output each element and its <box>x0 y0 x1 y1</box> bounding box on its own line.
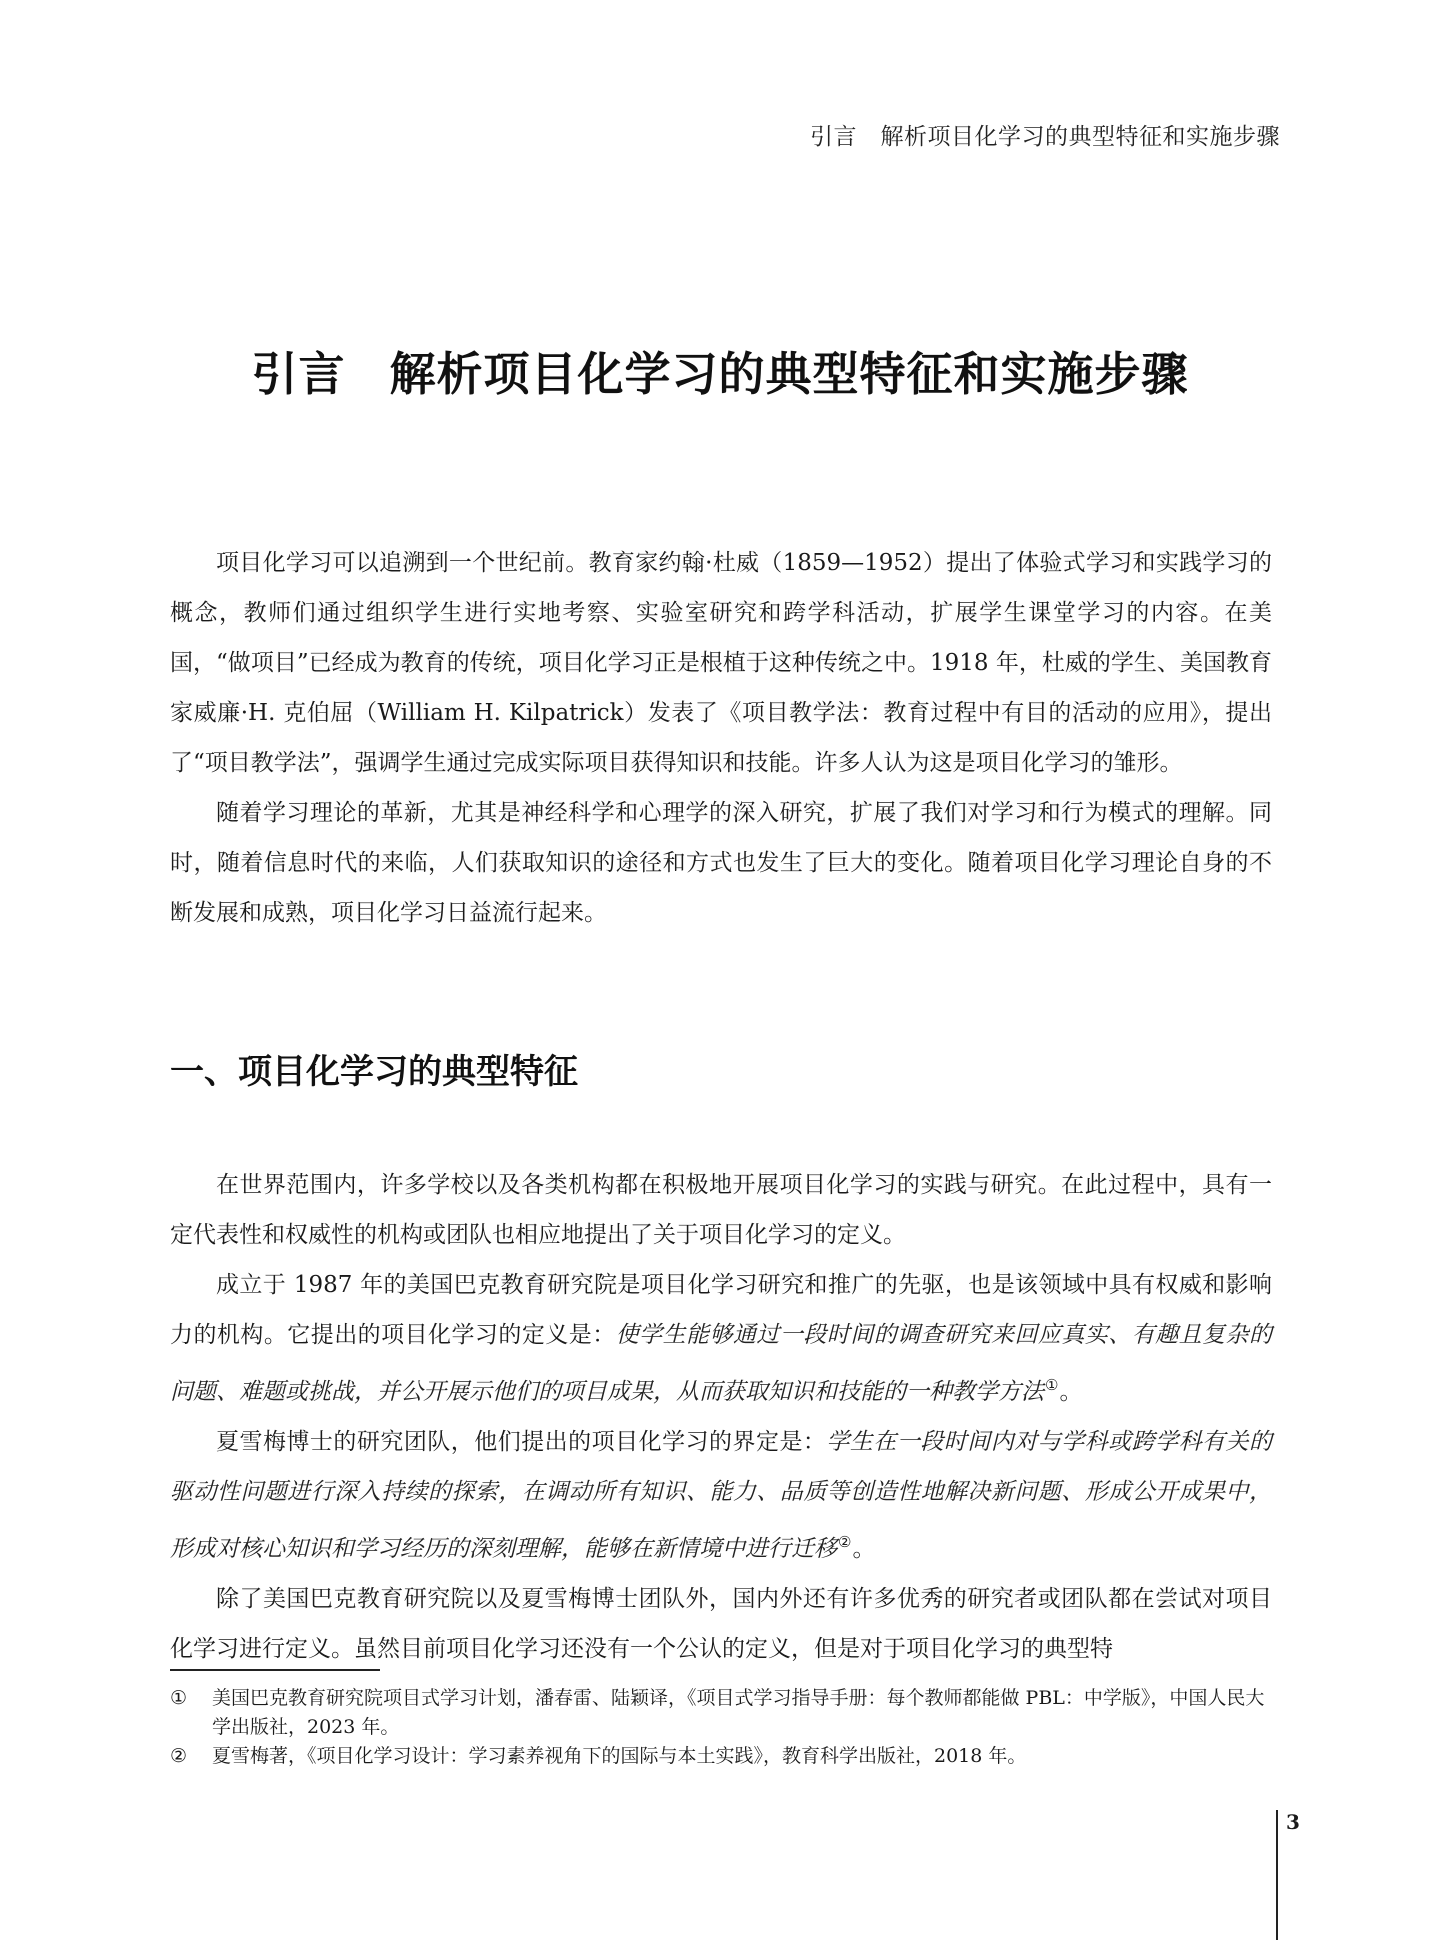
section1-block <box>170 1160 1272 1674</box>
footnote-ref-1[interactable]: ① <box>1045 1376 1059 1394</box>
section-title: 一、项目化学习的典型特征 <box>170 1052 578 1092</box>
definition-quote: 学生在一段时间内对与学科或跨学科有关的驱动性问题进行深入持续的探索，在调动所有知识、能力、品质等创造性地解决新问题、形成公开成果中，形成对核心知识和学习经历的深刻理解，能够在新情境中进行迁移 <box>170 1429 1273 1562</box>
section1-paragraph-3 <box>170 1417 1272 1574</box>
intro-paragraph-2: 随着学习理论的革新，尤其是神经科学和心理学的深入研究，扩展了我们对学习和行为模式的理解。同时，随着信息时代的来临，人们获取知识的途径和方式也发生了巨大的变化。随着项目化学习理论自身的不断发展和成熟，项目化学习日益流行起来。 <box>170 800 1272 926</box>
running-header: 引言 解析项目化学习的典型特征和实施步骤 <box>810 124 1280 150</box>
definition-quote: 使学生能够通过一段时间的调查研究来回应真实、有趣且复杂的问题、难题或挑战，并公开展示他们的项目成果，从而获取知识和技能的一种教学方法 <box>170 1322 1273 1405</box>
section1-paragraph-2 <box>170 1260 1272 1417</box>
paragraph-lead: 成立于 1987 年的美国巴克教育研究院是项目化学习研究和推广的先驱，也是该领域中具有权威和影响力的机构。它提出的项目化学习的定义是： <box>170 1272 1272 1348</box>
footnote-mark: ① <box>170 1687 188 1709</box>
paragraph-end: 。 <box>852 1536 876 1562</box>
footnote-ref-2[interactable]: ② <box>838 1533 852 1551</box>
page-number: 3 <box>1286 1810 1300 1834</box>
intro-paragraph-1: 项目化学习可以追溯到一个世纪前。教育家约翰·杜威（1859—1952）提出了体验式学习和实践学习的概念，教师们通过组织学生进行实地考察、实验室研究和跨学科活动，扩展学生课堂学习的内容。在美国，“做项目”已经成为教育的传统，项目化学习正是根植于这种传统之中。1918 年，杜威的学生、美国教育家威廉·H. 克伯屈（William H. Kilpatrick）发表了《项目教学法：教育过程中有目的活动的应用》，提出了“项目教学法”，强调学生通过完成实际项目获得知识和技能。许多人认为这是项目化学习的雏形。 <box>170 550 1272 776</box>
paragraph-lead: 夏雪梅博士的研究团队，他们提出的项目化学习的界定是： <box>216 1429 827 1455</box>
paragraph-end: 。 <box>1059 1379 1083 1405</box>
footnote-text: 美国巴克教育研究院项目式学习计划，潘春雷、陆颖译，《项目式学习指导手册：每个教师都能做 PBL：中学版》，中国人民大学出版社，2023 年。 <box>212 1687 1265 1738</box>
footnote-item <box>170 1742 1272 1771</box>
section1-paragraph-1: 在世界范围内，许多学校以及各类机构都在积极地开展项目化学习的实践与研究。在此过程中，具有一定代表性和权威性的机构或团队也相应地提出了关于项目化学习的定义。 <box>170 1172 1272 1248</box>
section1-paragraph-4: 除了美国巴克教育研究院以及夏雪梅博士团队外，国内外还有许多优秀的研究者或团队都在尝试对项目化学习进行定义。虽然目前项目化学习还没有一个公认的定义，但是对于项目化学习的典型特 <box>170 1586 1272 1662</box>
footnotes <box>170 1684 1272 1771</box>
chapter-title-text: 解析项目化学习的典型特征和实施步骤 <box>389 347 1189 401</box>
chapter-title-label: 引言 <box>251 347 346 401</box>
footnote-mark: ② <box>170 1745 188 1767</box>
intro-block <box>170 538 1272 938</box>
chapter-title <box>0 338 1440 404</box>
footnote-text: 夏雪梅著，《项目化学习设计：学习素养视角下的国际与本土实践》，教育科学出版社，2018 年。 <box>212 1745 1027 1767</box>
footnote-divider <box>170 1669 380 1671</box>
page-edge-rule <box>1276 1810 1278 1940</box>
footnote-item <box>170 1684 1272 1742</box>
